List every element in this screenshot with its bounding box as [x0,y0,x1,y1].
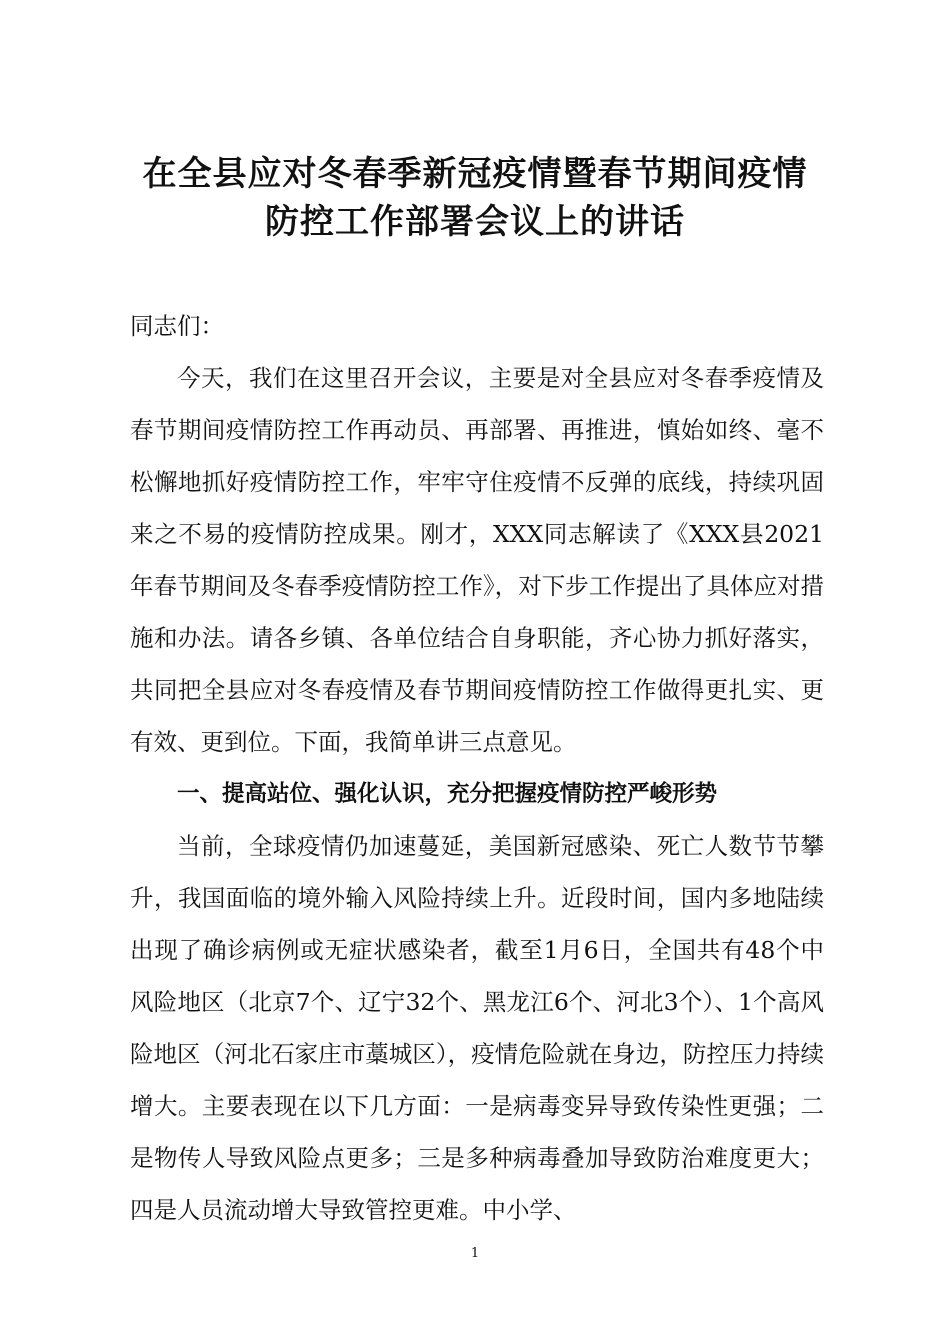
paragraph-intro: 今天，我们在这里召开会议，主要是对全县应对冬春季疫情及春节期间疫情防控工作再动员、再部署、再推进，慎始如终、毫不松懈地抓好疫情防控工作，牢牢守住疫情不反弹的底线，持续巩固来之不易的疫情防控成果。刚才，XXX同志解读了《XXX县2021年春节期间及冬春季疫情防控工作》，对下步工作提出了具体应对措施和办法。请各乡镇、各单位结合自身职能，齐心协力抓好落实，共同把全县应对冬春疫情及春节期间疫情防控工作做得更扎实、更有效、更到位。下面，我简单讲三点意见。 [130,364,824,756]
document-title-line-1: 在全县应对冬春季新冠疫情暨春节期间疫情 [142,154,808,194]
page-number: 1 [470,1246,480,1261]
paragraph-situation: 当前，全球疫情仍加速蔓延，美国新冠感染、死亡人数节节攀升，我国面临的境外输入风险持续上升。近段时间，国内多地陆续出现了确诊病例或无症状感染者，截至1月6日，全国共有48个中风险地区（北京7个、辽宁32个、黑龙江6个、河北3个）、1个高风险地区（河北石家庄市藁城区），疫情危险就在身边，防控压力持续增大。主要表现在以下几方面：一是病毒变异导致传染性更强；二是物传人导致风险点更多；三是多种病毒叠加导致防治难度更大；四是人员流动增大导致管控更难。中小学、 [130,832,824,1224]
document-body [130,300,824,1236]
salutation: 同志们： [130,312,224,340]
section-heading-1: 一、提高站位、强化认识，充分把握疫情防控严峻形势 [177,781,718,807]
document-title-line-2: 防控工作部署会议上的讲话 [265,202,685,242]
